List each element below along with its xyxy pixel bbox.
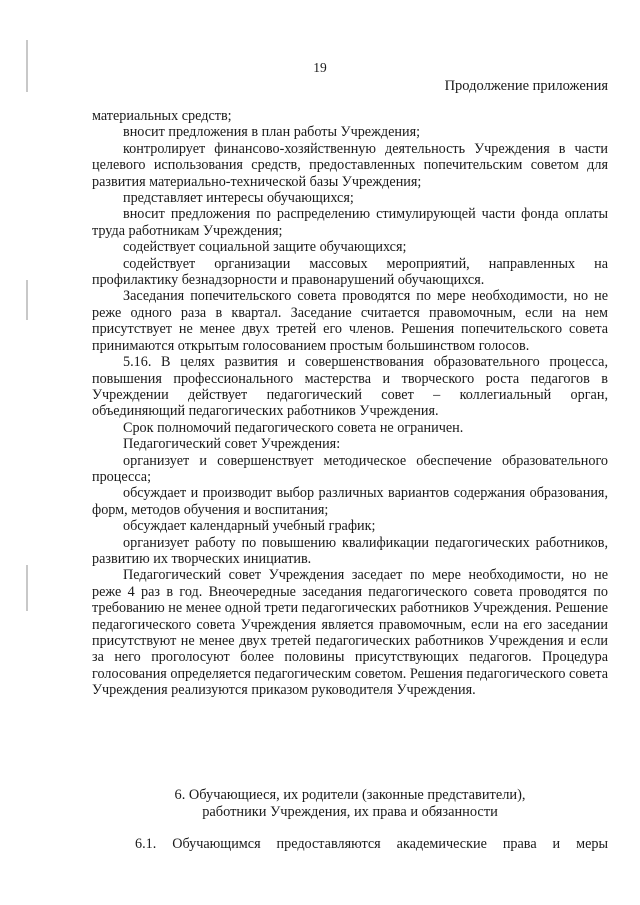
paragraph: 5.16. В целях развития и совершенствования образовательного процесса, повышения профессионального мастерства и творческого роста педагогов в Учреждении действует педагогический совет – коллегиальный орган, объединяющий педагогических работников Учреждения.: [92, 354, 608, 420]
scan-edge-mark: [26, 280, 28, 320]
paragraph: материальных средств;: [92, 108, 232, 124]
section-heading-line: 6. Обучающиеся, их родители (законные представители),: [174, 787, 526, 803]
paragraph: Педагогический совет Учреждения заседает по мере необходимости, но не реже 4 раз в год. Внеочередные заседания педагогического совета проводятся по требованию не менее одной трети педагогических работников Учреждения. Решение педагогического совета Учреждения является правомочным, если на его заседании присутствуют не менее двух третей педагогических работников Учреждения и если за него проголосуют более половины присутствующих педагогов. Процедура голосования определяется педагогическим советом. Решения педагогического совета Учреждения реализуются приказом руководителя Учреждения.: [92, 567, 608, 699]
paragraph: представляет интересы обучающихся;: [123, 190, 354, 207]
paragraph: содействует социальной защите обучающихся;: [123, 239, 407, 256]
paragraph: обсуждает и производит выбор различных вариантов содержания образования, форм, методов обучения и воспитания;: [92, 485, 608, 518]
scan-edge-mark: [26, 565, 28, 611]
running-head: Продолжение приложения: [444, 78, 608, 94]
paragraph-start: 6.1. Обучающимся предоставляются академические права и меры: [135, 836, 608, 852]
paragraph: обсуждает календарный учебный график;: [123, 518, 376, 535]
paragraph: организует работу по повышению квалификации педагогических работников, развитию их творческих инициатив.: [92, 534, 608, 567]
paragraph: Срок полномочий педагогического совета не ограничен.: [123, 419, 464, 436]
paragraph: Заседания попечительского совета проводятся по мере необходимости, но не реже одного раза в квартал. Заседание считается правомочным, если на нем присутствует не менее двух третей его членов. Решения попечительского совета принимаются открытым голосованием простым большинством голосов.: [92, 288, 608, 354]
page-number: 19: [313, 60, 327, 75]
paragraph: вносит предложения в план работы Учреждения;: [123, 124, 421, 141]
section-heading: [92, 787, 608, 821]
paragraph: организует и совершенствует методическое обеспечение образовательного процесса;: [92, 452, 608, 485]
paragraph: Педагогический совет Учреждения:: [123, 436, 341, 453]
document-body: [92, 108, 608, 699]
paragraph: содействует организации массовых мероприятий, направленных на профилактику безнадзорности и правонарушений обучающихся.: [92, 255, 608, 289]
paragraph: вносит предложения по распределению стимулирующей части фонда оплаты труда работникам Учреждения;: [92, 206, 608, 239]
paragraph: контролирует финансово-хозяйственную деятельность Учреждения в части целевого использования средств, предоставленных попечительским советом для развития материально-технической базы Учреждения;: [92, 140, 608, 190]
section-heading-line: работники Учреждения, их права и обязанности: [202, 804, 498, 820]
